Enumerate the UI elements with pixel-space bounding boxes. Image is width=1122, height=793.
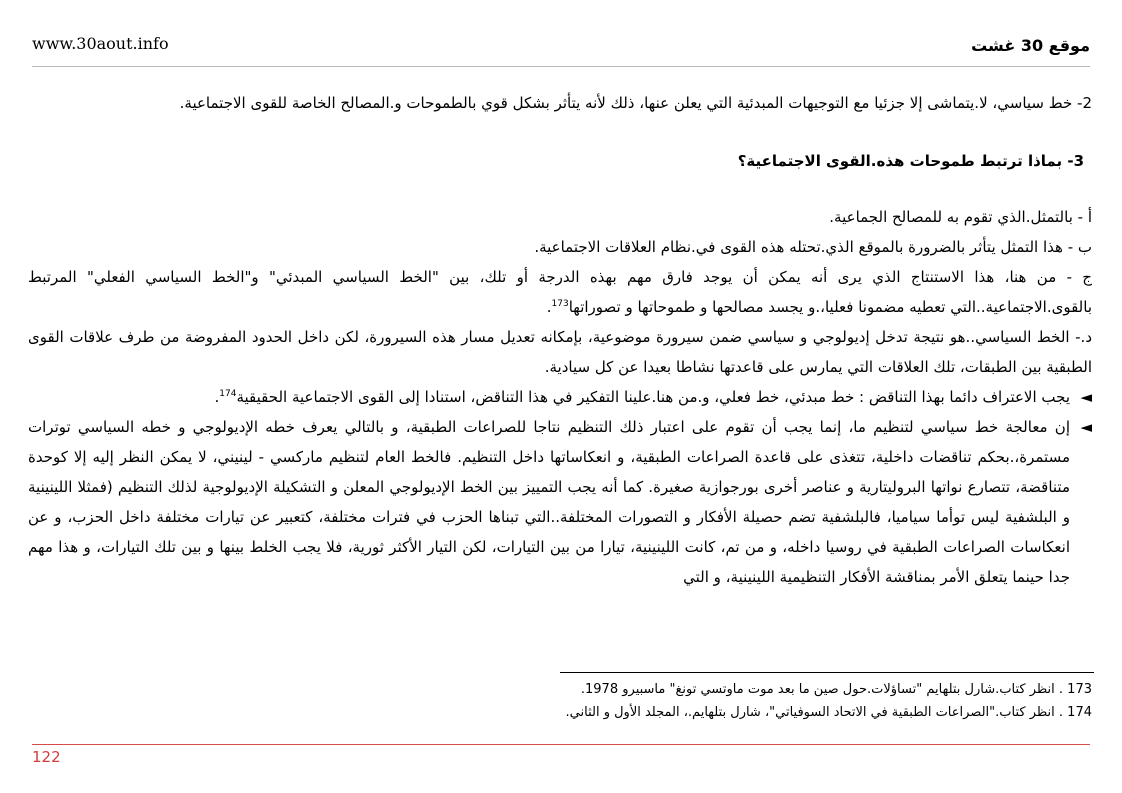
page-number: 122 (32, 748, 61, 766)
item-a: أ - بالتمثل.الذي تقوم به للمصالح الجماعية. (829, 208, 1092, 226)
bullet-2-text: إن معالجة خط سياسي لتنظيم ما، إنما يجب أن تقوم على اعتبار ذلك التنظيم نتاجا للصراعات الطبقية، و بالتالي يعرف خطه الإديولوجي و خطه السياسي توترات مستمرة،.بحكم تناقضات داخلية، تتغذى على قاعدة الصراعات الطبقية، و انعكاساتها داخل التنظيم. فالخط العام لتنظيم ماركسي - لينيني، لا يمكن النظر إليه إلا كوحدة متناقضة، تتصارع نواتها البروليتارية و عناصر أخرى بورجوازية صغيرة. كما أنه يجب التمييز بين الخط الإديولوجي المعلن و التشكيلة الإديولوجية لذلك التنظيم (فمثلا اللينينية و البلشفية ليس توأما سياميا، فالبلشفية تضم حصيلة الأفكار و التصورات المختلفة..التي تبناها الحزب في فترات مختلفة، كتعبير عن تيارات مختلفة داخل الحزب، و عن انعكاسات الصراعات الطبقية في روسيا داخله، و من تم، كانت اللينينية، تيارا من بين التيارات، لكن التيار الأكثر ثورية، فلا يجب الخلط بينها و بين تلك التيارات، و هذا مهم جدا حينما يتعلق الأمر بمناقشة الأفكار التنظيمية اللينينية، و التي (28, 418, 1070, 586)
bullet-paragraph-1 (28, 382, 1092, 412)
section-heading-3: 3- بماذا ترتبط طموحات هذه.القوى الاجتماعية؟ (737, 152, 1084, 170)
footnote-ref-173[interactable]: 173 (551, 299, 569, 309)
footnote-173: 173 . انظر كتاب.شارل بتلهايم "تساؤلات.حول صين ما بعد موت ماوتسي تونغ" ماسبيرو 1978. (580, 682, 1092, 697)
footnotes (28, 678, 1092, 724)
website-url: www.30aout.info (32, 34, 169, 53)
pointer-arrow-icon: ◄ (1080, 388, 1092, 406)
footnote-174: 174 . انظر كتاب."الصراعات الطبقية في الاتحاد السوفياتي"، شارل بتلهايم.، المجلد الأول و الثاني. (565, 705, 1092, 720)
item-d: د.- الخط السياسي..هو نتيجة تدخل إديولوجي و سياسي ضمن سيرورة موضوعية، بإمكانه تعديل مسار هذه السيرورة، لكن داخل الحدود المفروضة من طرف علاقات القوى الطبقية بين الطبقات، تلك العلاقات التي يمارس على قاعدتها نشاطا بعيدا عن كل سيادية. (28, 328, 1092, 376)
item-c-text: ج - من هنا، هذا الاستنتاج الذي يرى أنه يمكن أن يوجد فارق مهم بهذه الدرجة أو تلك، بين "الخط السياسي المبدئي" و"الخط السياسي الفعلي" المرتبط بالقوى.الاجتماعية..التي تعطيه مضمونا فعليا،.و يجسد مصالحها و طموحاتها و تصوراتها (28, 268, 1092, 316)
pointer-arrow-icon: ◄ (1080, 418, 1092, 436)
paragraph-2: 2- خط سياسي، لا.يتماشى إلا جزئيا مع التوجيهات المبدئية التي يعلن عنها، ذلك لأنه يتأثر بشكل قوي بالطموحات و.المصالح الخاصة للقوى الاجتماعية. (179, 94, 1092, 112)
page-header (32, 30, 1090, 67)
bullet-1-text: يجب الاعتراف دائما بهذا التناقض : خط مبدئي، خط فعلي، و.من هنا.علينا التفكير في هذا التناقض، استنادا إلى القوى الاجتماعية الحقيقية (236, 388, 1070, 406)
footnote-ref-174[interactable]: 174 (219, 389, 237, 399)
page-body (28, 88, 1092, 592)
item-b: ب - هذا التمثل يتأثر بالضرورة بالموقع الذي.تحتله هذه القوى في.نظام العلاقات الاجتماعية. (534, 238, 1092, 256)
footnote-separator (560, 672, 1094, 673)
item-c: ج - من هنا، هذا الاستنتاج الذي يرى أنه يمكن أن يوجد فارق مهم بهذه الدرجة أو تلك، بين "الخط السياسي المبدئي" و"الخط السياسي الفعلي" المرتبط بالقوى.الاجتماعية..التي تعطيه مضمونا فعليا،.و يجسد مصالحها و طموحاتها و تصوراتها$^{173}$. (28, 268, 1092, 316)
bullet-1-end: . (214, 388, 220, 406)
footer-separator (32, 744, 1090, 745)
page-header-title: موقع 30 غشت (971, 36, 1090, 55)
bullet-paragraph-2 (28, 412, 1092, 592)
